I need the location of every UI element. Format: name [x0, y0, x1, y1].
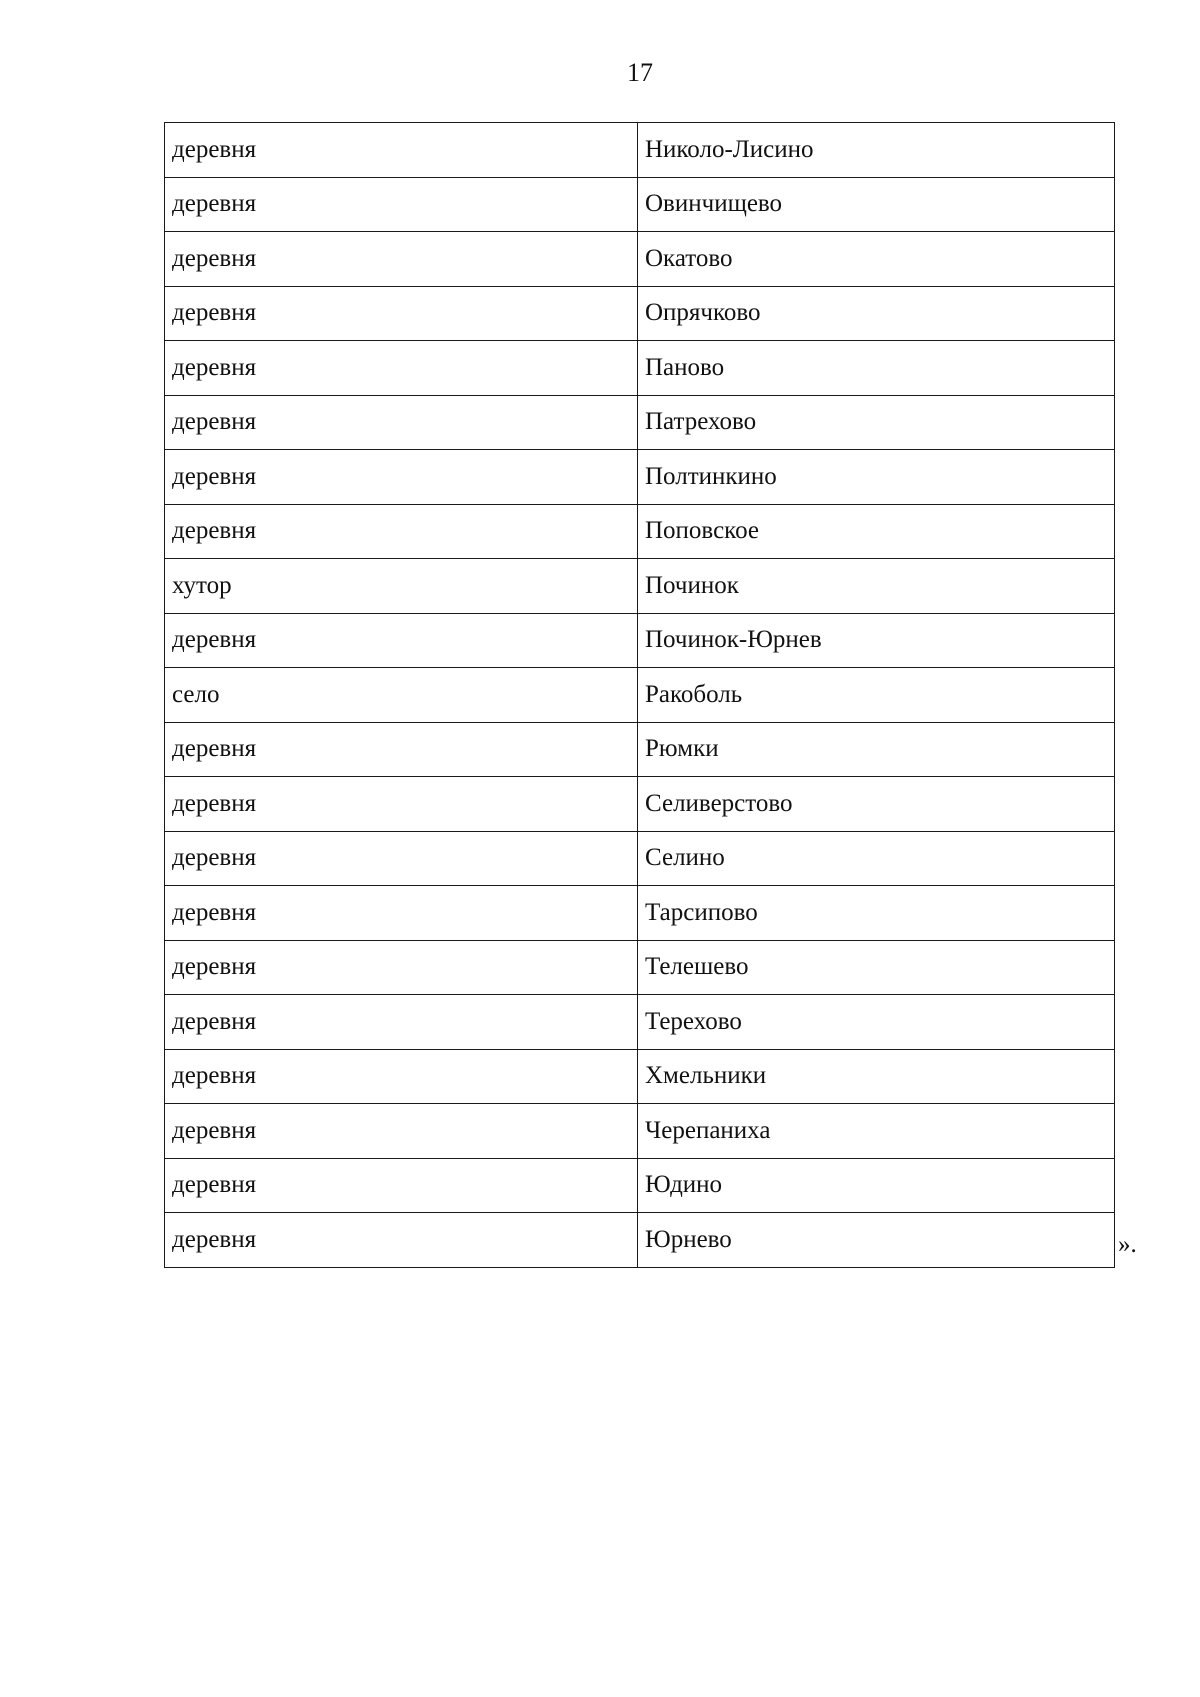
- table-row: [165, 1158, 1115, 1213]
- settlement-name-cell: Терехово: [638, 995, 1115, 1050]
- table-row: [165, 450, 1115, 505]
- settlement-name-cell: Хмельники: [638, 1049, 1115, 1104]
- settlement-type-cell: деревня: [165, 177, 638, 232]
- table-row: [165, 668, 1115, 723]
- table-row: [165, 559, 1115, 614]
- table-row: [165, 395, 1115, 450]
- settlement-name-cell: Ракоболь: [638, 668, 1115, 723]
- settlement-type-cell: деревня: [165, 831, 638, 886]
- settlement-name-cell: Патрехово: [638, 395, 1115, 450]
- settlement-name-cell: Овинчищево: [638, 177, 1115, 232]
- settlement-name-cell: Тарсипово: [638, 886, 1115, 941]
- closing-quote-mark: ».: [1118, 1231, 1137, 1258]
- settlement-name-cell: Телешево: [638, 940, 1115, 995]
- settlement-type-cell: деревня: [165, 123, 638, 178]
- table-row: [165, 1049, 1115, 1104]
- table-row: [165, 886, 1115, 941]
- settlement-name-cell: Поповское: [638, 504, 1115, 559]
- settlement-type-cell: деревня: [165, 940, 638, 995]
- table-row: [165, 177, 1115, 232]
- table-row: [165, 1213, 1115, 1268]
- settlement-name-cell: Починок: [638, 559, 1115, 614]
- settlement-name-cell: Паново: [638, 341, 1115, 396]
- table-row: [165, 232, 1115, 287]
- settlement-type-cell: деревня: [165, 995, 638, 1050]
- settlement-name-cell: Черепаниха: [638, 1104, 1115, 1159]
- settlement-type-cell: деревня: [165, 613, 638, 668]
- settlement-type-cell: деревня: [165, 395, 638, 450]
- table-row: [165, 995, 1115, 1050]
- settlement-type-cell: деревня: [165, 1213, 638, 1268]
- settlement-name-cell: Окатово: [638, 232, 1115, 287]
- settlement-type-cell: деревня: [165, 450, 638, 505]
- settlement-name-cell: Опрячково: [638, 286, 1115, 341]
- settlement-type-cell: деревня: [165, 341, 638, 396]
- settlement-type-cell: деревня: [165, 1104, 638, 1159]
- settlement-name-cell: Рюмки: [638, 722, 1115, 777]
- settlements-table: [164, 122, 1115, 1268]
- settlement-name-cell: Селиверстово: [638, 777, 1115, 832]
- table-row: [165, 504, 1115, 559]
- settlement-type-cell: деревня: [165, 886, 638, 941]
- page-number: 17: [627, 58, 653, 87]
- settlement-name-cell: Юдино: [638, 1158, 1115, 1213]
- settlement-type-cell: деревня: [165, 286, 638, 341]
- table-row: [165, 777, 1115, 832]
- settlement-name-cell: Николо-Лисино: [638, 123, 1115, 178]
- table-row: [165, 286, 1115, 341]
- settlement-type-cell: село: [165, 668, 638, 723]
- table-row: [165, 722, 1115, 777]
- settlement-name-cell: Починок-Юрнев: [638, 613, 1115, 668]
- table-row: [165, 341, 1115, 396]
- settlement-type-cell: деревня: [165, 1049, 638, 1104]
- settlement-type-cell: деревня: [165, 777, 638, 832]
- settlement-type-cell: деревня: [165, 504, 638, 559]
- settlement-type-cell: деревня: [165, 232, 638, 287]
- settlement-name-cell: Юрнево: [638, 1213, 1115, 1268]
- table-row: [165, 831, 1115, 886]
- table-row: [165, 1104, 1115, 1159]
- settlement-type-cell: деревня: [165, 722, 638, 777]
- settlement-type-cell: деревня: [165, 1158, 638, 1213]
- settlement-type-cell: хутор: [165, 559, 638, 614]
- table-row: [165, 940, 1115, 995]
- table-row: [165, 123, 1115, 178]
- table-row: [165, 613, 1115, 668]
- settlement-name-cell: Селино: [638, 831, 1115, 886]
- settlement-name-cell: Полтинкино: [638, 450, 1115, 505]
